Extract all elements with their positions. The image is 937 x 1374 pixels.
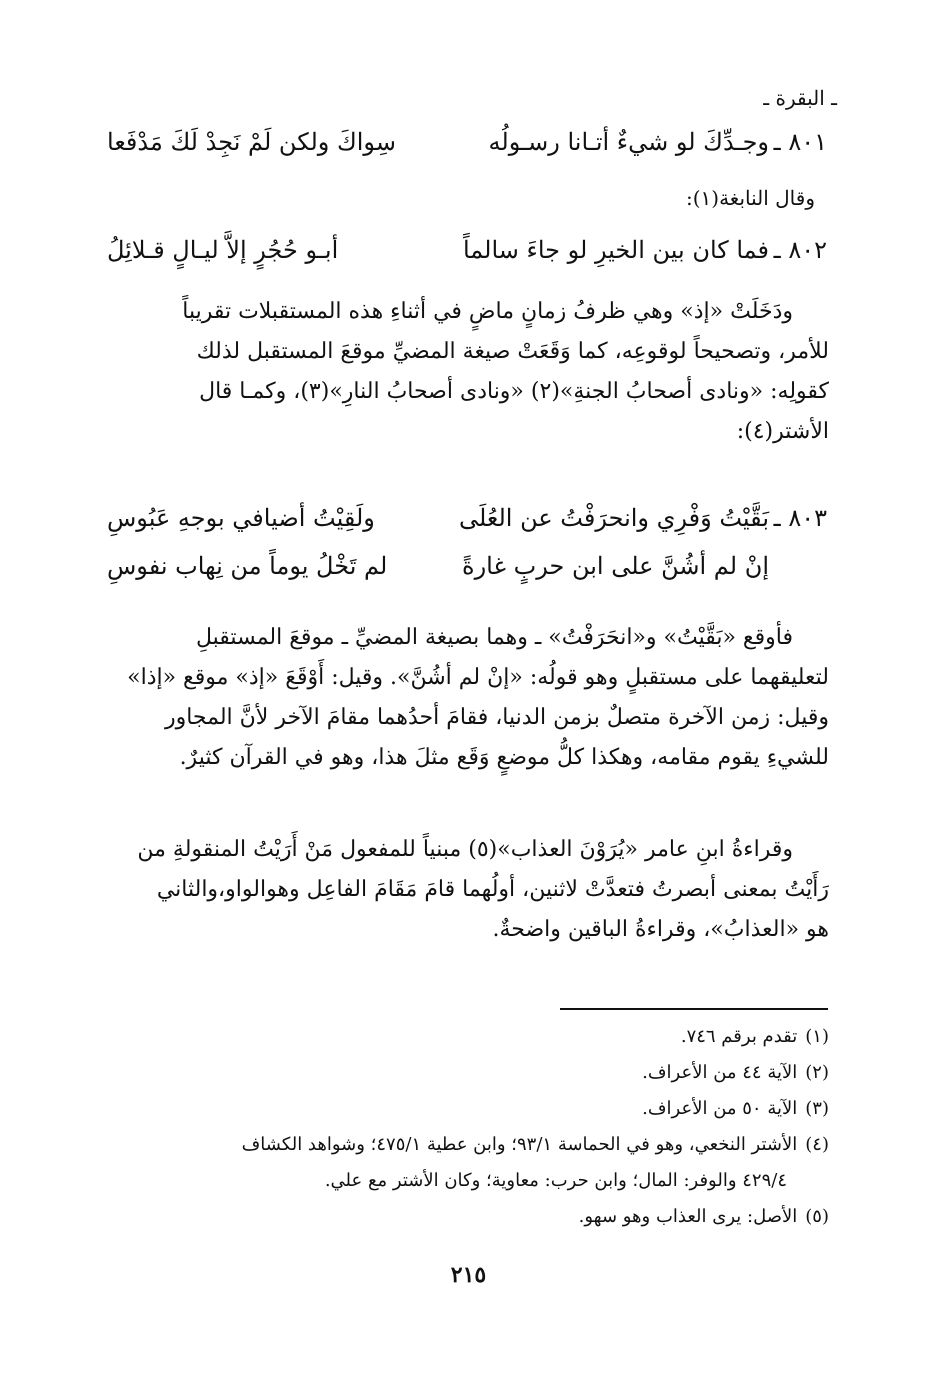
verse-803-line-1 (107, 504, 827, 544)
verse-number: ٨٠٢ ـ (773, 236, 827, 264)
footnote-number: (٣) (805, 1098, 829, 1119)
footnote-number: (٤) (805, 1134, 829, 1155)
paragraph-1 (119, 292, 829, 452)
paragraph-line: فأوقع «بَقَّيْتُ» و«انحَرَفْتُ» ـ وهما بصيغة المضيِّ ـ موقعَ المستقبلِ (196, 625, 793, 650)
footnote-number: (٥) (805, 1206, 829, 1227)
footnote-separator (560, 1008, 828, 1010)
footnote-text: الآية ٤٤ من الأعراف. (642, 1062, 798, 1083)
verse-hemistich-first: بَقَّيْتُ وَفْرِي وانحرَفْتُ عن العُلَى (458, 504, 769, 532)
footnote-text: الأصل: يرى العذاب وهو سهو. (578, 1206, 798, 1227)
verse-hemistich-second: ولَقِيْتُ أضيافي بوجهِ عَبُوسِ (107, 504, 375, 532)
paragraph-2 (119, 618, 829, 778)
footnote-5 (579, 1206, 829, 1227)
verse-803-line-2 (107, 552, 827, 592)
footnote-4 (242, 1134, 829, 1155)
paragraph-line: ودَخَلَتْ «إذ» وهي ظرفُ زمانٍ ماضٍ في أثناءِ هذه المستقبلات تقريباً (182, 299, 793, 324)
paragraph-line: وقيل: زمن الآخرة متصلٌ بزمن الدنيا، فقامَ أحدُهما مقامَ الآخر لأنَّ المجاور (164, 705, 829, 730)
footnote-text: ٤٢٩/٤ والوفر: المال؛ وابن حرب: معاوية؛ وكان الأشتر مع علي. (324, 1170, 787, 1191)
paragraph-line: رَأَيْتُ بمعنى أبصرتُ فتعدَّتْ لاثنين، أولُهما قامَ مَقَامَ الفاعِل وهوالواو،والثاني (156, 877, 829, 902)
footnote-3 (642, 1098, 829, 1119)
verse-number: ٨٠٣ ـ (773, 504, 827, 532)
paragraph-line: للأمر، وتصحيحاً لوقوعِه، كما وَقَعَتْ صيغة المضيِّ موقعَ المستقبل لذلك (196, 339, 829, 364)
verse-intro: وقال النابغة(١): (685, 186, 815, 210)
paragraph-3 (119, 830, 829, 950)
footnote-number: (٢) (805, 1062, 829, 1083)
verse-hemistich-second: لم تَخْلُ يوماً من نِهاب نفوسِ (107, 552, 388, 580)
verse-hemistich-first: وجـدِّكَ لو شيءٌ أتـانا رسـولُه (488, 128, 769, 156)
verse-802 (107, 236, 827, 276)
footnote-1 (681, 1026, 829, 1047)
verse-801 (107, 128, 827, 168)
footnote-4-continued (325, 1170, 787, 1191)
verse-number: ٨٠١ ـ (773, 128, 827, 156)
footnote-text: الأشتر النخعي، وهو في الحماسة ٩٣/١؛ وابن عطية ٤٧٥/١؛ وشواهد الكشاف (241, 1134, 798, 1155)
footnote-text: الآية ٥٠ من الأعراف. (642, 1098, 798, 1119)
paragraph-line: كقولِه: «ونادى أصحابُ الجنةِ»(٢) «ونادى أصحابُ النارِ»(٣)، وكمـا قال (199, 379, 829, 404)
running-head: ـ البقرة ـ (763, 86, 837, 110)
footnote-text: تقدم برقم ٧٤٦. (680, 1026, 798, 1047)
page-number: ٢١٥ (450, 1262, 487, 1288)
footnote-number: (١) (805, 1026, 829, 1047)
verse-hemistich-first: فما كان بين الخيرِ لو جاءَ سالماً (462, 236, 769, 264)
verse-hemistich-first: إنْ لم أشُنَّ على ابن حربٍ غارةً (462, 552, 769, 580)
paragraph-line: هو «العذابُ»، وقراءةُ الباقين واضحةٌ. (492, 917, 829, 942)
paragraph-line: الأشتر(٤): (736, 419, 829, 444)
paragraph-line: للشيءِ يقوم مقامه، وهكذا كلُّ موضعٍ وَقَع مثلَ هذا، وهو في القرآن كثيرٌ. (179, 745, 829, 770)
footnote-2 (642, 1062, 829, 1083)
verse-hemistich-second: سِواكَ ولكن لَمْ نَجِدْ لَكَ مَدْفَعا (107, 128, 396, 156)
paragraph-line: وقراءةُ ابنِ عامر «يُرَوْنَ العذاب»(٥) مبنياً للمفعول مَنْ أَرَيْتُ المنقولةِ من (137, 837, 793, 862)
verse-hemistich-second: أبـو حُجُرٍ إلاَّ ليـالٍ قـلائِلُ (107, 236, 339, 264)
paragraph-line: لتعليقهما على مستقبلٍ وهو قولُه: «إنْ لم أشُنَّ». وقيل: أَوْقَعَ «إذ» موقع «إذا» (127, 665, 829, 690)
